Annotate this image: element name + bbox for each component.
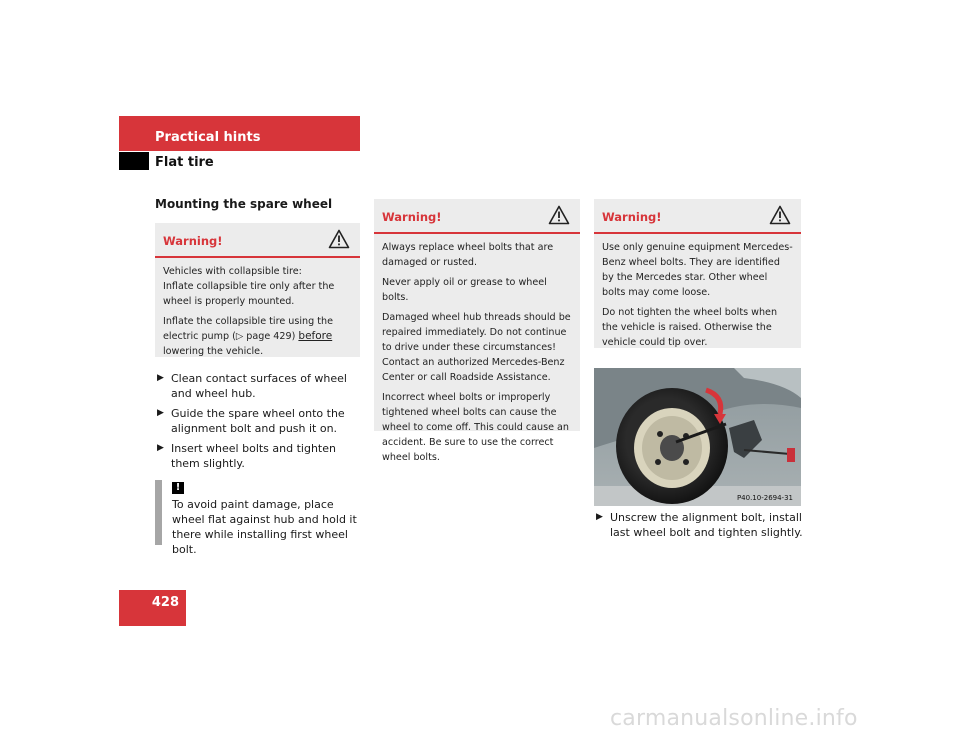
list-item: ▶ Insert wheel bolts and tighten them slightly. bbox=[157, 442, 336, 470]
list-item: ▶ Unscrew the alignment bolt, install last wheel bolt and tighten slightly. bbox=[596, 511, 803, 539]
warning-header bbox=[155, 223, 360, 258]
header-black-marker bbox=[119, 152, 149, 170]
page-number: 428 bbox=[151, 595, 179, 610]
warning-text: Use only genuine equipment Mercedes-Benz wheel bolts. They are identified by the Mercedes star. Other wheel bolts may come loose. bbox=[602, 242, 793, 298]
warning-triangle-icon bbox=[769, 205, 791, 225]
final-step bbox=[594, 510, 804, 540]
paint-damage-note bbox=[155, 480, 365, 556]
emphasis-before: before bbox=[298, 330, 333, 342]
photo-reference-code: P40.10-2694-31 bbox=[736, 494, 793, 502]
exclamation-icon: ! bbox=[172, 482, 184, 494]
warning-triangle-icon bbox=[328, 229, 350, 249]
warning-text: Inflate the collapsible tire using the electric pump (▷ page 429) before lowering the vehicle. bbox=[163, 316, 333, 357]
bullet-arrow-icon: ▶ bbox=[596, 512, 603, 522]
spare-wheel-photo bbox=[594, 368, 801, 506]
warning-label: Warning! bbox=[602, 210, 662, 224]
warning-text: Incorrect wheel bolts or improperly tightened wheel bolts can cause the wheel to come off. This could cause an accident. Be sure to use the correct wheel bolts. bbox=[382, 392, 569, 463]
warning-label: Warning! bbox=[382, 210, 442, 224]
note-text: To avoid paint damage, place wheel flat against hub and hold it there while installing first wheel bolt. bbox=[172, 498, 357, 556]
warning-text: Inflate collapsible tire only after the wheel is properly mounted. bbox=[163, 281, 335, 307]
subsection-header: Flat tire bbox=[155, 155, 214, 170]
warning-header bbox=[594, 199, 801, 234]
section-title: Mounting the spare wheel bbox=[155, 197, 333, 211]
warning-box-collapsible-tire bbox=[155, 223, 360, 357]
warning-text: Always replace wheel bolts that are damaged or rusted. bbox=[382, 242, 554, 268]
watermark: carmanualsonline.info bbox=[610, 706, 858, 731]
page-reference-arrow-icon: ▷ bbox=[235, 331, 244, 342]
warning-label: Warning! bbox=[163, 234, 223, 248]
list-item: ▶ Clean contact surfaces of wheel and wheel hub. bbox=[157, 372, 347, 400]
note-bar bbox=[155, 480, 162, 545]
section-header: Practical hints bbox=[155, 130, 261, 145]
bullet-arrow-icon: ▶ bbox=[157, 408, 164, 418]
step-list bbox=[155, 371, 365, 471]
page-reference[interactable]: page 429) bbox=[243, 331, 299, 342]
warning-box-wheel-bolts bbox=[374, 199, 580, 463]
warning-header bbox=[374, 199, 580, 234]
wheel-illustration bbox=[594, 368, 801, 506]
warning-triangle-icon bbox=[548, 205, 570, 225]
bullet-arrow-icon: ▶ bbox=[157, 373, 164, 383]
warning-text: Damaged wheel hub threads should be repaired immediately. Do not continue to drive under these circumstances! Contact an authorized Mercedes-Benz Center or call Roadside Assistance. bbox=[382, 312, 571, 383]
warning-text: Vehicles with collapsible tire: bbox=[163, 266, 302, 277]
warning-box-genuine-bolts bbox=[594, 199, 801, 348]
bullet-arrow-icon: ▶ bbox=[157, 443, 164, 453]
warning-text: Never apply oil or grease to wheel bolts. bbox=[382, 277, 547, 303]
warning-text: Do not tighten the wheel bolts when the vehicle is raised. Otherwise the vehicle could tip over. bbox=[602, 307, 778, 348]
list-item: ▶ Guide the spare wheel onto the alignment bolt and push it on. bbox=[157, 407, 345, 435]
